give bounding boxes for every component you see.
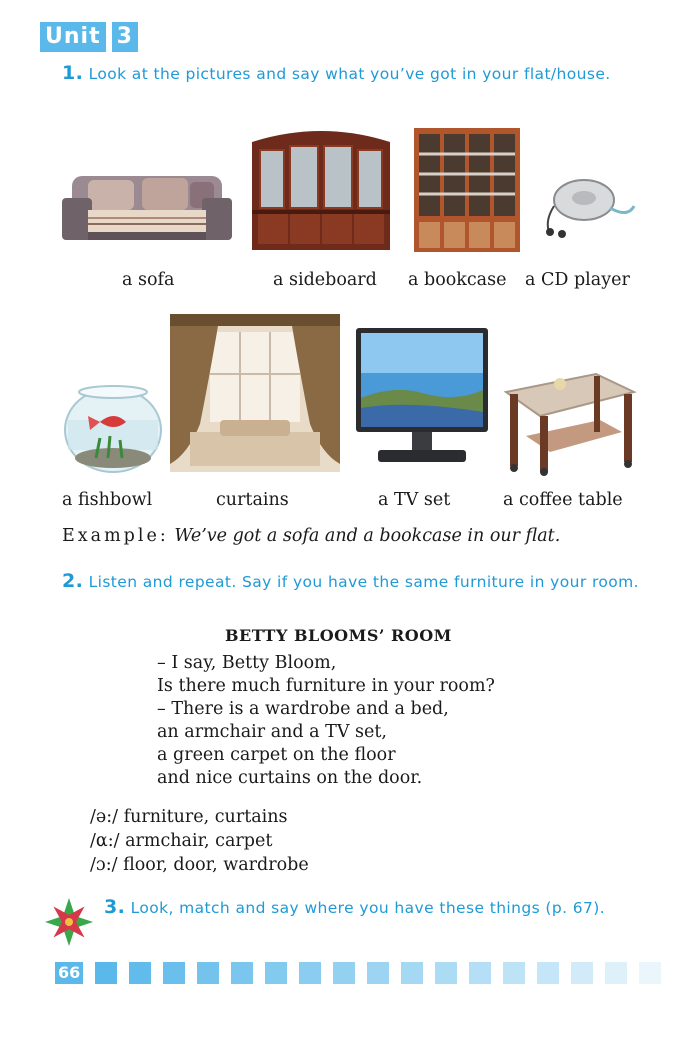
example-text: We’ve got a sofa and a bookcase in our flat.	[174, 526, 561, 546]
task-1-text: Look at the pictures and say what you’ve got in your flat/house.	[88, 65, 611, 83]
footer-square	[231, 962, 253, 984]
poem-line: an armchair and a TV set,	[157, 722, 387, 742]
footer-square	[265, 962, 287, 984]
phonetic-words: armchair, carpet	[125, 831, 273, 851]
footer-square	[503, 962, 525, 984]
poem-line: and nice curtains on the door.	[157, 768, 423, 788]
poem-text	[157, 652, 495, 790]
tv-set-image	[356, 328, 488, 466]
unit-number: 3	[112, 22, 138, 52]
phonetic-symbol: /ɔ:/	[90, 855, 118, 875]
footer-square	[197, 962, 219, 984]
caption-sideboard: a sideboard	[273, 270, 377, 290]
poem-line: a green carpet on the floor	[157, 745, 396, 765]
coffee-table-image	[500, 370, 638, 476]
footer-square	[605, 962, 627, 984]
task-3-instruction	[104, 896, 644, 919]
footer-square	[129, 962, 151, 984]
phonetic-row	[90, 853, 309, 877]
poem-line: – There is a wardrobe and a bed,	[157, 699, 449, 719]
caption-sofa: a sofa	[122, 270, 175, 290]
page-footer	[55, 962, 661, 984]
footer-square	[537, 962, 559, 984]
footer-square	[469, 962, 491, 984]
footer-square	[333, 962, 355, 984]
sideboard-image	[248, 124, 394, 254]
task-3-number: 3.	[104, 896, 126, 918]
cd-player-image	[540, 176, 640, 238]
footer-square	[435, 962, 457, 984]
caption-coffee-table: a coffee table	[503, 490, 623, 510]
footer-square	[639, 962, 661, 984]
poem-line: Is there much furniture in your room?	[157, 676, 495, 696]
caption-fishbowl: a fishbowl	[62, 490, 153, 510]
page-number: 66	[55, 962, 83, 984]
fishbowl-image	[62, 380, 164, 474]
task-1-number: 1.	[62, 62, 84, 84]
footer-square	[367, 962, 389, 984]
example-label: Example:	[62, 526, 169, 546]
task-2-instruction	[62, 570, 644, 593]
caption-curtains: curtains	[216, 490, 289, 510]
phonetic-words: floor, door, wardrobe	[123, 855, 309, 875]
sofa-image	[62, 168, 232, 248]
task-2-text: Listen and repeat. Say if you have the same furniture in your room.	[88, 573, 639, 591]
poem-line: – I say, Betty Bloom,	[157, 653, 337, 673]
phonetic-symbol: /α:/	[90, 831, 120, 851]
task-2-number: 2.	[62, 570, 84, 592]
curtains-image	[170, 314, 340, 472]
task-1-instruction	[62, 62, 644, 85]
phonetic-row	[90, 805, 309, 829]
footer-square	[163, 962, 185, 984]
unit-header	[40, 22, 138, 52]
phonetics-list	[90, 805, 309, 877]
example-sentence	[62, 526, 560, 546]
footer-square	[571, 962, 593, 984]
bookcase-image	[414, 128, 520, 252]
task-3-text: Look, match and say where you have these things (p. 67).	[130, 899, 606, 917]
unit-word: Unit	[40, 22, 106, 52]
star-ornament-icon	[44, 897, 94, 947]
caption-cd-player: a CD player	[525, 270, 630, 290]
caption-bookcase: a bookcase	[408, 270, 507, 290]
poem-title: BETTY BLOOMS’ ROOM	[225, 626, 452, 645]
caption-tv-set: a TV set	[378, 490, 451, 510]
footer-square	[95, 962, 117, 984]
footer-square	[299, 962, 321, 984]
phonetic-symbol: /ə:/	[90, 807, 119, 827]
phonetic-row	[90, 829, 309, 853]
footer-square	[401, 962, 423, 984]
phonetic-words: furniture, curtains	[123, 807, 288, 827]
